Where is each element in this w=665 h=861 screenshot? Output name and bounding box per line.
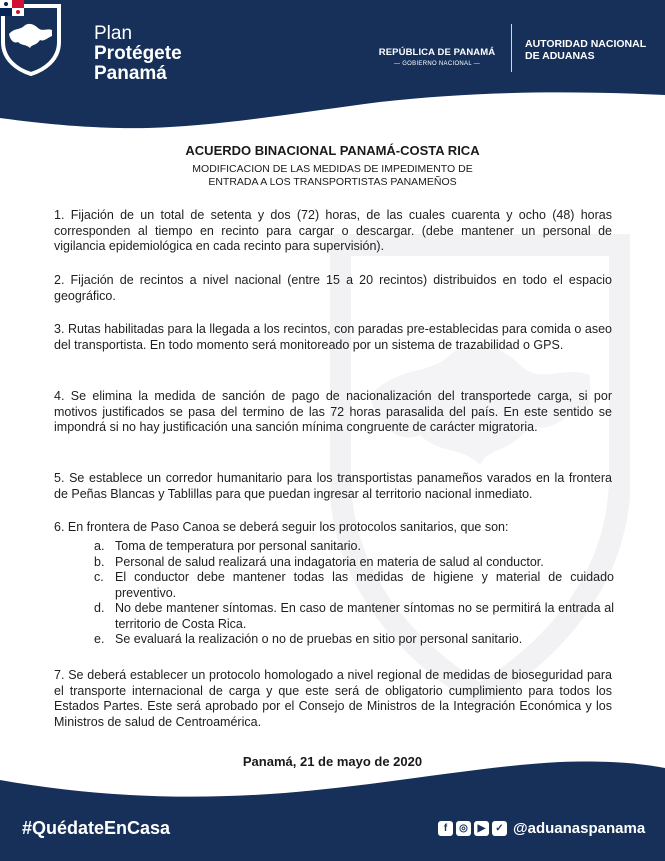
document-date: Panamá, 21 de mayo de 2020	[242, 754, 423, 769]
paragraph-2: 2. Fijación de recintos a nivel nacional (entre 15 a 20 recintos) distribuidos en todo el espacio geográfico.	[54, 273, 612, 303]
list-item-text: Se evaluará la realización o no de pruebas en sitio por personal sanitario.	[115, 632, 523, 646]
subtitle-line-1: MODIFICACION DE LAS MEDIDAS DE IMPEDIMENTO DE	[192, 163, 473, 175]
republic-seal-text	[372, 47, 502, 67]
plan-protegete-wordmark	[94, 24, 182, 84]
sanitary-protocol-list	[94, 539, 614, 648]
hashtag-quedate-en-casa: #QuédateEnCasa	[22, 818, 171, 838]
list-letter: c.	[94, 570, 104, 584]
twitter-icon[interactable]: ✓	[492, 821, 507, 836]
customs-authority-name	[525, 38, 646, 62]
republic-label: REPÚBLICA DE PANAMÁ	[378, 47, 496, 58]
document-title: ACUERDO BINACIONAL PANAMÁ-COSTA RICA	[185, 143, 480, 158]
plan-word: Plan	[94, 23, 133, 44]
authority-line-2: DE ADUANAS	[525, 50, 595, 62]
list-letter: a.	[94, 539, 105, 553]
list-item-text: Personal de salud realizará una indagatoria en materia de salud al conductor.	[115, 554, 544, 569]
paragraph-6: 6. En frontera de Paso Canoa se deberá seguir los protocolos sanitarios, que son:	[54, 520, 509, 534]
instagram-icon[interactable]: ◎	[456, 821, 471, 836]
list-letter: b.	[94, 554, 105, 569]
list-letter: d.	[94, 601, 105, 615]
social-media-bar	[438, 820, 645, 837]
list-item	[94, 570, 614, 601]
list-item	[94, 601, 614, 632]
document-subtitle	[0, 163, 665, 189]
list-item-text: El conductor debe mantener todas las medidas de higiene y material de cuidado preventivo.	[115, 570, 614, 600]
list-item-text: No debe mantener síntomas. En caso de mantener síntomas no se permitirá la entrada al territorio de Costa Rica.	[115, 601, 614, 631]
paragraph-5: 5. Se establece un corredor humanitario para los transportistas panameños varados en la frontera de Peñas Blancas y Tablillas para que puedan ingresar al territorio nacional inmediato.	[54, 471, 612, 501]
list-item	[94, 632, 614, 648]
youtube-icon[interactable]: ▶	[474, 821, 489, 836]
header-banner	[0, 0, 665, 140]
facebook-icon[interactable]: f	[438, 821, 453, 836]
paragraph-7: 7. Se deberá establecer un protocolo homologado a nivel regional de medidas de bioseguridad para el transporte internacional de carga y que este será de obligatorio cumplimiento para todos los Estados Partes. Este será aprobado por el Consejo de Ministros de la Integración Económica y los Ministros de salud de Centroamérica.	[54, 668, 612, 729]
government-label: — GOBIERNO NACIONAL —	[393, 61, 481, 67]
panama-flag-icon	[0, 0, 24, 16]
footer-wave	[0, 760, 665, 861]
list-item-text: Toma de temperatura por personal sanitario.	[115, 539, 361, 553]
list-letter: e.	[94, 632, 105, 646]
paragraph-3: 3. Rutas habilitadas para la llegada a los recintos, con paradas pre-establecidas para comida o aseo del transportista. En todo momento será monitoreado por un sistema de trazabilidad o GPS.	[54, 322, 612, 352]
authority-line-1: AUTORIDAD NACIONAL	[525, 38, 647, 50]
list-item	[94, 539, 614, 555]
subtitle-line-2: ENTRADA A LOS TRANSPORTISTAS PANAMEÑOS	[208, 176, 457, 188]
protegete-word: Protégete	[94, 43, 182, 64]
paragraph-4: 4. Se elimina la medida de sanción de pago de nacionalización del transportede carga, si por motivos justificados se pasa del termino de las 72 horas parasalida del país. En este sentido se impondrá si no hay justificación una sanción mínima congruente de carácter migratoria.	[54, 389, 612, 434]
social-handle[interactable]: @aduanaspanama	[513, 820, 646, 837]
footer-banner	[0, 760, 665, 861]
paragraph-1: 1. Fijación de un total de setenta y dos (72) horas, de las cuales cuarenta y ocho (48) horas corresponden al tiempo en recinto para cargar o descargar. (debe mantener un personal de vigilancia epidemiológica en cada recinto para supervisión).	[54, 208, 612, 253]
header-divider	[511, 24, 512, 72]
list-item	[94, 555, 614, 571]
panama-word: Panamá	[94, 63, 167, 84]
